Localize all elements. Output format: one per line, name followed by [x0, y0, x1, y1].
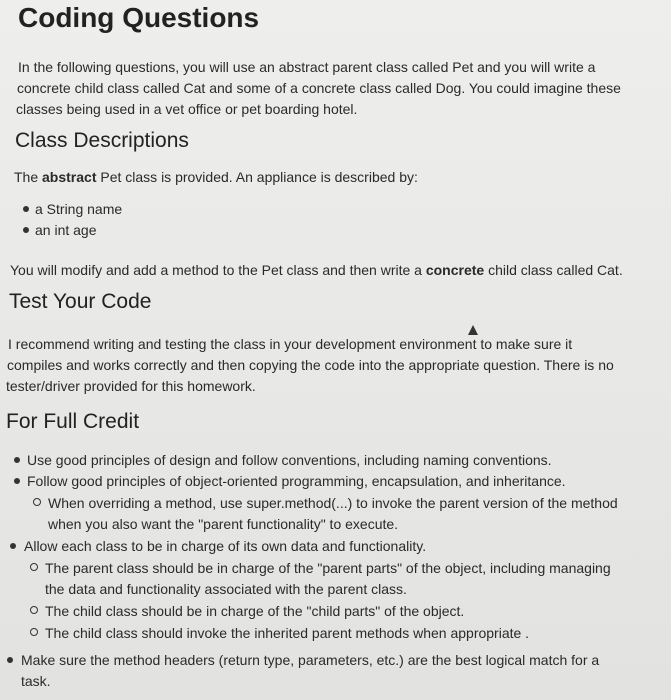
- credit-subitem-child: The child class should be in charge of the "child parts" of the object.: [45, 603, 465, 619]
- full-credit-heading: For Full Credit: [6, 410, 140, 433]
- credit-item-oop: Follow good principles of object-oriented programming, encapsulation, and inheritance.: [27, 473, 566, 489]
- credit-subitem-super-2: when you also want the "parent functionality" to execute.: [48, 516, 399, 532]
- intro-line-3: classes being used in a vet office or pet boarding hotel.: [16, 101, 358, 117]
- intro-line-1: In the following questions, you will use an abstract parent class called Pet and you will write a: [18, 59, 596, 75]
- sub-bullet-circle: [30, 563, 38, 571]
- credit-item-headers-2: task.: [21, 673, 51, 689]
- credit-item-responsibility: Allow each class to be in charge of its own data and functionality.: [24, 538, 427, 554]
- bullet-dot: [10, 543, 16, 549]
- bullet-dot: [14, 478, 20, 484]
- class-desc-paragraph: The abstract Pet class is provided. An appliance is described by:: [14, 169, 418, 185]
- class-descriptions-heading: Class Descriptions: [15, 129, 189, 152]
- test-line-3: tester/driver provided for this homework.: [6, 378, 256, 394]
- test-line-2: compiles and works correctly and then copying the code into the appropriate question. There is no: [7, 357, 614, 373]
- sub-bullet-circle: [30, 606, 38, 614]
- modify-paragraph: You will modify and add a method to the Pet class and then write a concrete child class called Cat.: [10, 262, 623, 278]
- attribute-item-age: an int age: [35, 222, 97, 238]
- bullet-dot: [23, 227, 29, 233]
- sub-bullet-circle: [30, 628, 38, 636]
- attribute-item-name: a String name: [35, 201, 123, 217]
- credit-item-headers-1: Make sure the method headers (return type, parameters, etc.) are the best logical match for a: [21, 652, 600, 668]
- credit-subitem-parent-1: The parent class should be in charge of the "parent parts" of the object, including managing: [45, 560, 611, 576]
- credit-subitem-super-1: When overriding a method, use super.method(...) to invoke the parent version of the method: [48, 495, 618, 511]
- credit-subitem-parent-2: the data and functionality associated with the parent class.: [45, 581, 407, 597]
- bullet-dot: [7, 657, 13, 663]
- sub-bullet-circle: [33, 498, 41, 506]
- test-line-1: I recommend writing and testing the class in your development environment to make sure it: [8, 336, 573, 352]
- mouse-cursor-icon: [468, 325, 478, 335]
- bullet-dot: [14, 457, 20, 463]
- credit-item-design: Use good principles of design and follow conventions, including naming conventions.: [27, 452, 552, 468]
- credit-subitem-invoke: The child class should invoke the inherited parent methods when appropriate .: [45, 625, 530, 641]
- bullet-dot: [23, 206, 29, 212]
- page-title: Coding Questions: [18, 2, 260, 33]
- test-your-code-heading: Test Your Code: [9, 290, 152, 313]
- intro-line-2: concrete child class called Cat and some of a concrete class called Dog. You could imagine these: [17, 80, 621, 96]
